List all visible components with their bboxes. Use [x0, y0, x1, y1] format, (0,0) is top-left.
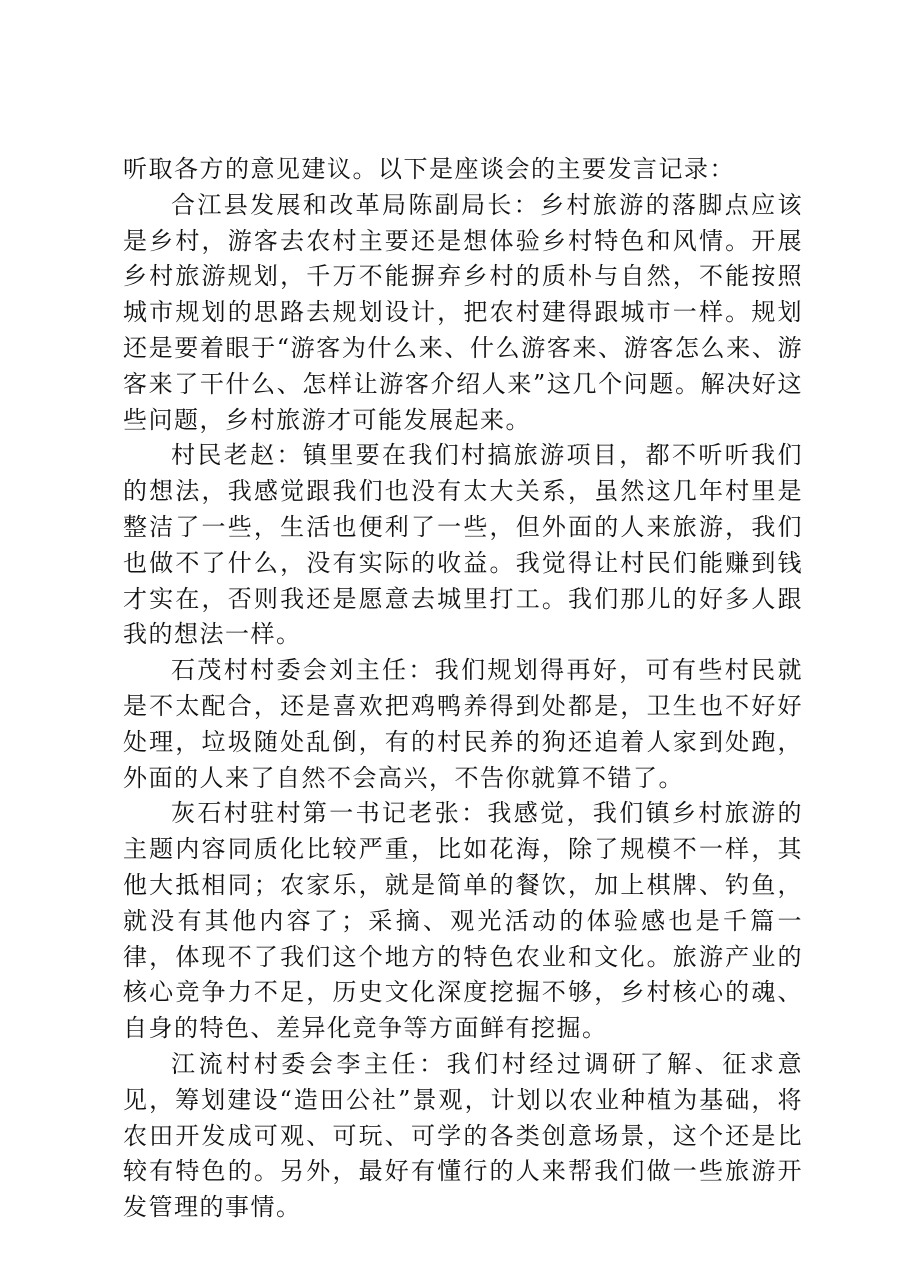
paragraph-zhao-speech: 村民老赵：镇里要在我们村搞旅游项目，都不听听我们的想法，我感觉跟我们也没有太大关系，虽然这几年村里是整洁了一些，生活也便利了一些，但外面的人来旅游，我们也做不了什么，没有实际的收益。我觉得让村民们能赚到钱才实在，否则我还是愿意去城里打工。我们那儿的好多人跟我的想法一样。	[123, 441, 803, 649]
document-page	[123, 152, 803, 1226]
paragraph-liu-speech: 石茂村村委会刘主任：我们规划得再好，可有些村民就是不太配合，还是喜欢把鸡鸭养得到处都是，卫生也不好好处理，垃圾随处乱倒，有的村民养的狗还追着人家到处跑，外面的人来了自然不会高兴，不告你就算不错了。	[123, 656, 803, 792]
paragraph-intro: 听取各方的意见建议。以下是座谈会的主要发言记录：	[123, 155, 735, 183]
paragraph-li-speech: 江流村村委会李主任：我们村经过调研了解、征求意见，筹划建设“造田公社”景观，计划以农业种植为基础，将农田开发成可观、可玩、可学的各类创意场景，这个还是比较有特色的。另外，最好有懂行的人来帮我们做一些旅游开发管理的事情。	[123, 1049, 803, 1222]
paragraph-zhang-speech: 灰石村驻村第一书记老张：我感觉，我们镇乡村旅游的主题内容同质化比较严重，比如花海，除了规模不一样，其他大抵相同；农家乐，就是简单的餐饮，加上棋牌、钓鱼，就没有其他内容了；采摘、观光活动的体验感也是千篇一律，体现不了我们这个地方的特色农业和文化。旅游产业的核心竞争力不足，历史文化深度挖掘不够，乡村核心的魂、自身的特色、差异化竞争等方面鲜有挖掘。	[123, 799, 803, 1043]
paragraph-chen-speech: 合江县发展和改革局陈副局长：乡村旅游的落脚点应该是乡村，游客去农村主要还是想体验乡村特色和风情。开展乡村旅游规划，千万不能摒弃乡村的质朴与自然，不能按照城市规划的思路去规划设计，把农村建得跟城市一样。规划还是要着眼于“游客为什么来、什么游客来、游客怎么来、游客来了干什么、怎样让游客介绍人来”这几个问题。解决好这些问题，乡村旅游才可能发展起来。	[123, 190, 803, 434]
